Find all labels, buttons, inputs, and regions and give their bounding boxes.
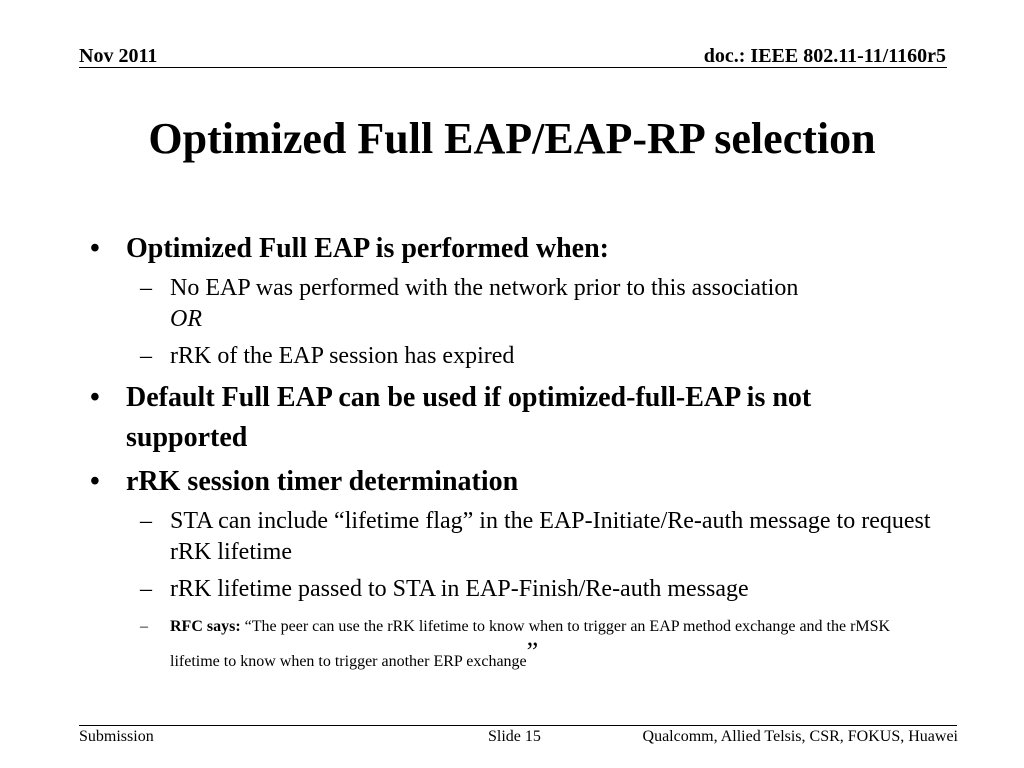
rfc-quote-text: “The peer can use the rRK lifetime to know when to trigger an EAP method exchange and the rMSK lifetime to know when to trigger another ERP exchange xyxy=(170,618,891,670)
sub-bullet-item xyxy=(86,273,936,335)
header-date: Nov 2011 xyxy=(79,45,158,67)
closing-quote: ” xyxy=(526,637,539,666)
dash-marker: – xyxy=(140,508,152,534)
bullet-marker: • xyxy=(90,466,100,497)
bullet-item xyxy=(86,462,936,502)
header-divider xyxy=(79,67,947,68)
sub-bullet-item xyxy=(86,574,936,605)
bullet-text: Optimized Full EAP is performed when: xyxy=(126,233,609,264)
bullet-marker: • xyxy=(90,382,100,413)
dash-marker: – xyxy=(140,618,148,635)
dash-marker: – xyxy=(140,275,152,301)
sub-bullet-text: STA can include “lifetime flag” in the EAP-Initiate/Re-auth message to request rRK lifetime xyxy=(170,508,931,565)
sub-bullet-text: rRK of the EAP session has expired xyxy=(170,343,515,369)
slide-title: Optimized Full EAP/EAP-RP selection xyxy=(148,114,876,163)
footer-submission: Submission xyxy=(79,728,154,745)
slide-body xyxy=(86,229,936,683)
sub-bullet-emphasis: OR xyxy=(170,306,202,332)
bullet-marker: • xyxy=(90,233,100,264)
footer-authors: Qualcomm, Allied Telsis, CSR, FOKUS, Huawei xyxy=(642,728,958,745)
sub-bullet-text: rRK lifetime passed to STA in EAP-Finish/Re-auth message xyxy=(170,576,749,602)
sub-bullet-item xyxy=(86,611,936,677)
footer-divider xyxy=(79,725,957,726)
sub-bullet-item xyxy=(86,341,936,372)
dash-marker: – xyxy=(140,576,152,602)
bullet-text: rRK session timer determination xyxy=(126,466,519,497)
rfc-label: RFC says: xyxy=(170,618,241,635)
bullet-text: Default Full EAP can be used if optimized-full-EAP is not supported xyxy=(126,382,812,453)
bullet-item xyxy=(86,378,936,458)
sub-bullet-text: No EAP was performed with the network prior to this association xyxy=(170,275,799,301)
sub-bullet-item xyxy=(86,506,936,568)
bullet-item xyxy=(86,229,936,269)
dash-marker: – xyxy=(140,343,152,369)
header-doc-id: doc.: IEEE 802.11-11/1160r5 xyxy=(703,45,946,67)
slide-number: Slide 15 xyxy=(488,728,541,745)
